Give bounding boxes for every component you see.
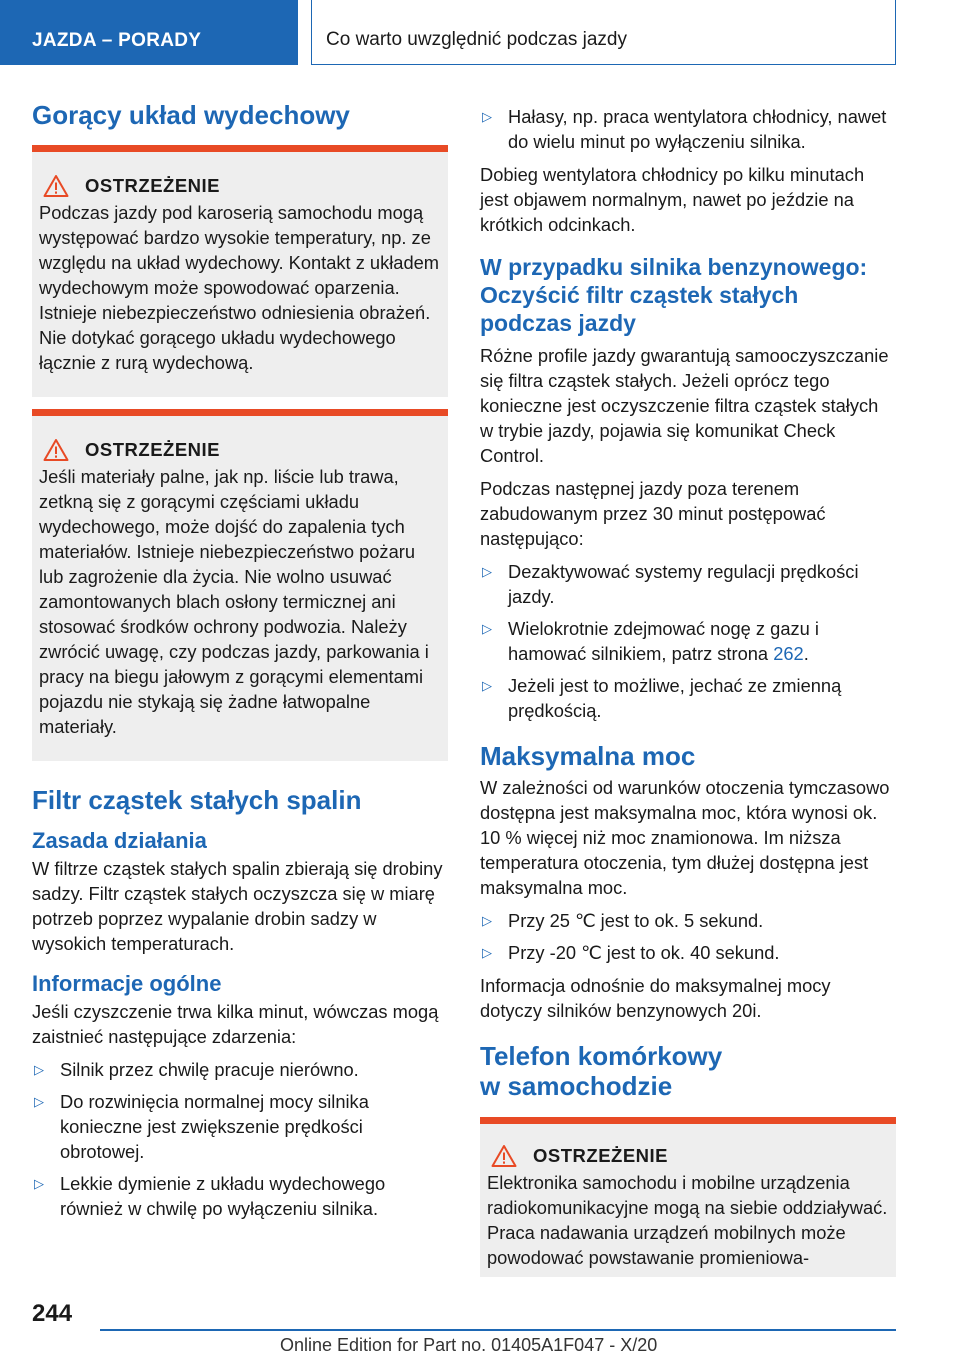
warning-title-row xyxy=(487,1144,888,1168)
list-item: ▷ Silnik przez chwilę pracuje nierówno. xyxy=(34,1059,359,1080)
bullet-triangle-icon: ▷ xyxy=(482,945,492,960)
list-item: ▷ Do rozwinięcia normalnej mocy silnika konieczne jest zwiększenie prędkości obrotowej. xyxy=(34,1091,369,1162)
header-section-label: JAZDA – PORADY xyxy=(32,30,202,51)
bullet-triangle-icon: ▷ xyxy=(482,913,492,928)
bullet-triangle-icon: ▷ xyxy=(482,564,492,579)
heading-principle: Zasada działania xyxy=(32,828,207,853)
warning-box-exhaust xyxy=(32,145,448,397)
petrol-steps-list xyxy=(480,559,896,723)
list-item: ▷ Jeżeli jest to możliwe, jechać ze zmienną prędkością. xyxy=(482,675,842,721)
general-info-list xyxy=(32,1057,448,1221)
heading-petrol-cleaning: W przypadku silnika benzynowego: Oczyścić filtr cząstek stałych podczas jazdy xyxy=(480,254,868,336)
footer-edition: Online Edition for Part no. 01405A1F047 - X/20 xyxy=(280,1335,658,1355)
warning-box-flammable xyxy=(32,409,448,761)
max-power-list xyxy=(480,908,896,965)
bullet-triangle-icon: ▷ xyxy=(482,621,492,636)
heading-hot-exhaust: Gorący układ wydechowy xyxy=(32,100,350,130)
warning-triangle-icon xyxy=(43,438,69,462)
warning-title: OSTRZEŻENIE xyxy=(533,1145,669,1166)
bullet-triangle-icon: ▷ xyxy=(34,1094,44,1109)
page-number: 244 xyxy=(32,1300,73,1327)
bullet-triangle-icon: ▷ xyxy=(34,1062,44,1077)
bullet-triangle-icon: ▷ xyxy=(34,1176,44,1191)
warning-title: OSTRZEŻENIE xyxy=(85,175,221,196)
list-item: ▷ Przy 25 ℃ jest to ok. 5 sekund. xyxy=(482,910,764,931)
list-item: ▷ Lekkie dymienie z układu wydechowego również w chwilę po wyłączeniu silnika. xyxy=(34,1173,386,1219)
warning-text: Elektronika samochodu i mobilne urządzenia radiokomunikacyjne mogą na siebie oddziaływać. Praca nadawania urządzeń mobilnych może powodować powstawanie promieniowa- xyxy=(487,1172,888,1268)
header-section-tab xyxy=(0,0,298,65)
warning-triangle-icon xyxy=(43,174,69,198)
page-reference-link[interactable]: 262 xyxy=(773,643,804,664)
petrol-text-2: Podczas następnej jazdy poza terenem zabudowanym przez 30 minut postępować następująco: xyxy=(480,478,826,549)
list-item: ▷ Dezaktywować systemy regulacji prędkości jazdy. xyxy=(482,561,859,607)
warning-text: Podczas jazdy pod karoserią samochodu mogą występować bardzo wysokie temperatury, np. ze względu na układ wydechowy. Kontakt z układem wydechowym może spowodować oparzenia. Istnieje niebezpieczeństwo odniesienia obrażeń. Nie dotykać gorącego układu wydechowego łącznie z rurą wydechową. xyxy=(39,202,440,373)
heading-general-info: Informacje ogólne xyxy=(32,971,222,996)
list-item: ▷ Wielokrotnie zdejmować nogę z gazu i hamować silnikiem, patrz strona 262. xyxy=(482,618,819,664)
warning-title-row xyxy=(39,174,440,198)
bullet-triangle-icon: ▷ xyxy=(482,678,492,693)
max-power-info: Informacja odnośnie do maksymalnej mocy dotyczy silników benzynowych 20i. xyxy=(480,975,831,1021)
principle-text: W filtrze cząstek stałych spalin zbierają się drobiny sadzy. Filtr cząstek stałych oczyszcza się w miarę potrzeb poprzez wypalanie drobin sadzy w wysokich temperaturach. xyxy=(32,858,443,954)
list-item: ▷ Hałasy, np. praca wentylatora chłodnicy, nawet do wielu minut po wyłączeniu silnika. xyxy=(482,106,887,152)
left-column xyxy=(32,100,448,1229)
warning-title-row xyxy=(39,438,440,462)
warning-box-mobile xyxy=(480,1117,896,1277)
heading-mobile-phone: Telefon komórkowy w samochodzie xyxy=(480,1041,723,1101)
right-column xyxy=(480,104,896,1277)
list-item: ▷ Przy -20 ℃ jest to ok. 40 sekund. xyxy=(482,942,780,963)
max-power-text: W zależności od warunków otoczenia tymczasowo dostępna jest maksymalna moc, która wynosi ok. 10 % więcej niż moc znamionowa. Im niższa temperatura otoczenia, tym dłużej dostępna jest maksymalna moc. xyxy=(480,777,890,898)
general-info-text: Jeśli czyszczenie trwa kilka minut, wówczas mogą zaistnieć następujące zdarzenia: xyxy=(32,1001,439,1047)
general-info-list-continued xyxy=(480,104,896,154)
warning-text: Jeśli materiały palne, jak np. liście lub trawa, zetkną się z gorącymi częściami układu wydechowego, może dojść do zapalenia tych materiałów. Istnieje niebezpieczeństwo pożaru lub zagrożenie dla życia. Nie wolno usuwać zamontowanych blach osłony termicznej ani stosować środków ochrony podwozia. Należy zwrócić uwagę, czy podczas jazdy, parkowania i pracy na biegu jałowym z gorącymi elementami pojazdu nie stykają się żadne łatwopalne materiały. xyxy=(39,466,429,737)
bullet-triangle-icon: ▷ xyxy=(482,109,492,124)
footer-divider xyxy=(100,1329,896,1331)
header-chapter-box xyxy=(311,0,896,65)
header-chapter-label: Co warto uwzględnić podczas jazdy xyxy=(326,29,627,50)
warning-triangle-icon xyxy=(491,1144,517,1168)
fan-text: Dobieg wentylatora chłodnicy po kilku minutach jest objawem normalnym, nawet po jeździe na krótkich odcinkach. xyxy=(480,164,865,235)
warning-title: OSTRZEŻENIE xyxy=(85,439,221,460)
heading-particle-filter: Filtr cząstek stałych spalin xyxy=(32,785,362,815)
heading-max-power: Maksymalna moc xyxy=(480,741,696,771)
petrol-text-1: Różne profile jazdy gwarantują samooczyszczanie się filtra cząstek stałych. Jeżeli oprócz tego konieczne jest oczyszczenie filtra cząstek stałych w trybie jazdy, pojawia się komunikat Check Control. xyxy=(480,345,889,466)
